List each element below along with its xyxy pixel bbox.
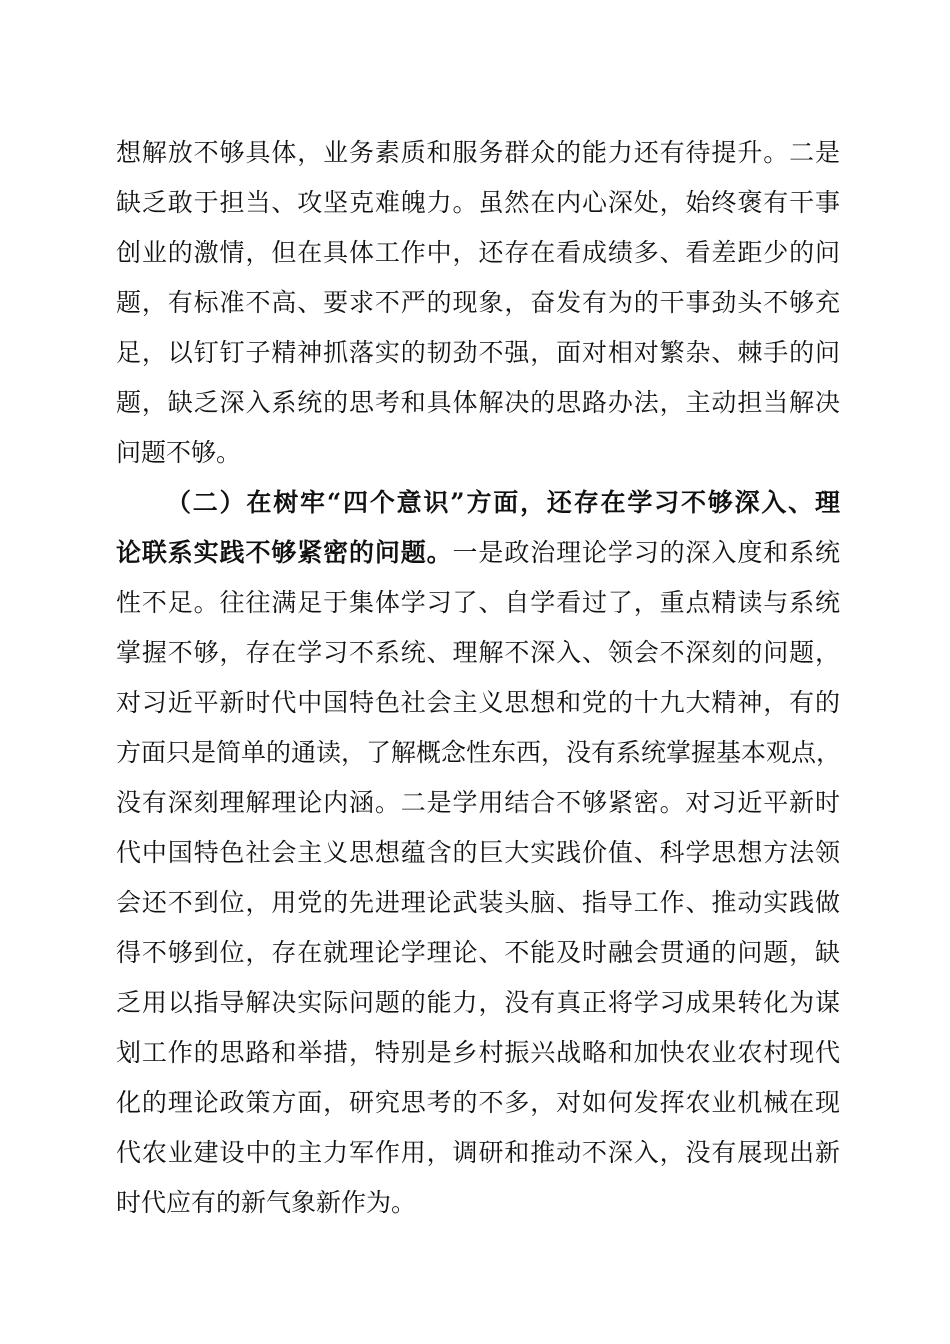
- body-text-line: 代农业建设中的主力军作用，调研和推动不深入，没有展现出新: [116, 1138, 840, 1167]
- body-text-line: 方面只是简单的通读，了解概念性东西，没有系统掌握基本观点，: [116, 738, 842, 767]
- body-text-line: 足，以钉钉子精神抓落实的韧劲不强，面对相对繁杂、棘手的问: [116, 338, 840, 367]
- body-text-line: 时代应有的新气象新作为。: [116, 1188, 417, 1217]
- body-text-line: 会还不到位，用党的先进理论武装头脑、指导工作、推动实践做: [116, 888, 840, 917]
- body-text-line: 题，缺乏深入系统的思考和具体解决的思路办法，主动担当解决: [116, 388, 840, 417]
- body-text-line: 掌握不够，存在学习不系统、理解不深入、领会不深刻的问题，: [116, 638, 840, 667]
- body-text-line: 没有深刻理解理论内涵。二是学用结合不够紧密。对习近平新时: [116, 788, 840, 817]
- body-text-line: 性不足。往往满足于集体学习了、自学看过了，重点精读与系统: [116, 588, 840, 617]
- section-heading-line: （二）在树牢“四个意识”方面，还存在学习不够深入、理: [166, 488, 840, 517]
- body-text-line: 得不够到位，存在就理论学理论、不能及时融会贯通的问题，缺: [116, 938, 840, 967]
- body-text-line: 缺乏敢于担当、攻坚克难魄力。虽然在内心深处，始终褒有干事: [116, 188, 840, 217]
- body-text-line: 题，有标准不高、要求不严的现象，奋发有为的干事劲头不够充: [116, 288, 840, 317]
- body-text-line: 问题不够。: [116, 438, 242, 467]
- body-text-line: 对习近平新时代中国特色社会主义思想和党的十九大精神，有的: [116, 688, 840, 717]
- body-text-line: 代中国特色社会主义思想蕴含的巨大实践价值、科学思想方法领: [116, 838, 840, 867]
- body-text-line: 划工作的思路和举措，特别是乡村振兴战略和加快农业农村现代: [116, 1038, 840, 1067]
- body-text-line: 想解放不够具体，业务素质和服务群众的能力还有待提升。二是: [116, 138, 840, 167]
- section-heading-bold-text: 论联系实践不够紧密的问题。: [116, 538, 453, 567]
- body-text-line: 乏用以指导解决实际问题的能力，没有真正将学习成果转化为谋: [116, 988, 840, 1017]
- body-text-line: 创业的激情，但在具体工作中，还存在看成绩多、看差距少的问: [116, 238, 840, 267]
- body-text-segment: 一是政治理论学习的深入度和系统: [452, 538, 840, 567]
- section-heading-continuation: [116, 533, 840, 573]
- body-text-line: 化的理论政策方面，研究思考的不多，对如何发挥农业机械在现: [116, 1088, 840, 1117]
